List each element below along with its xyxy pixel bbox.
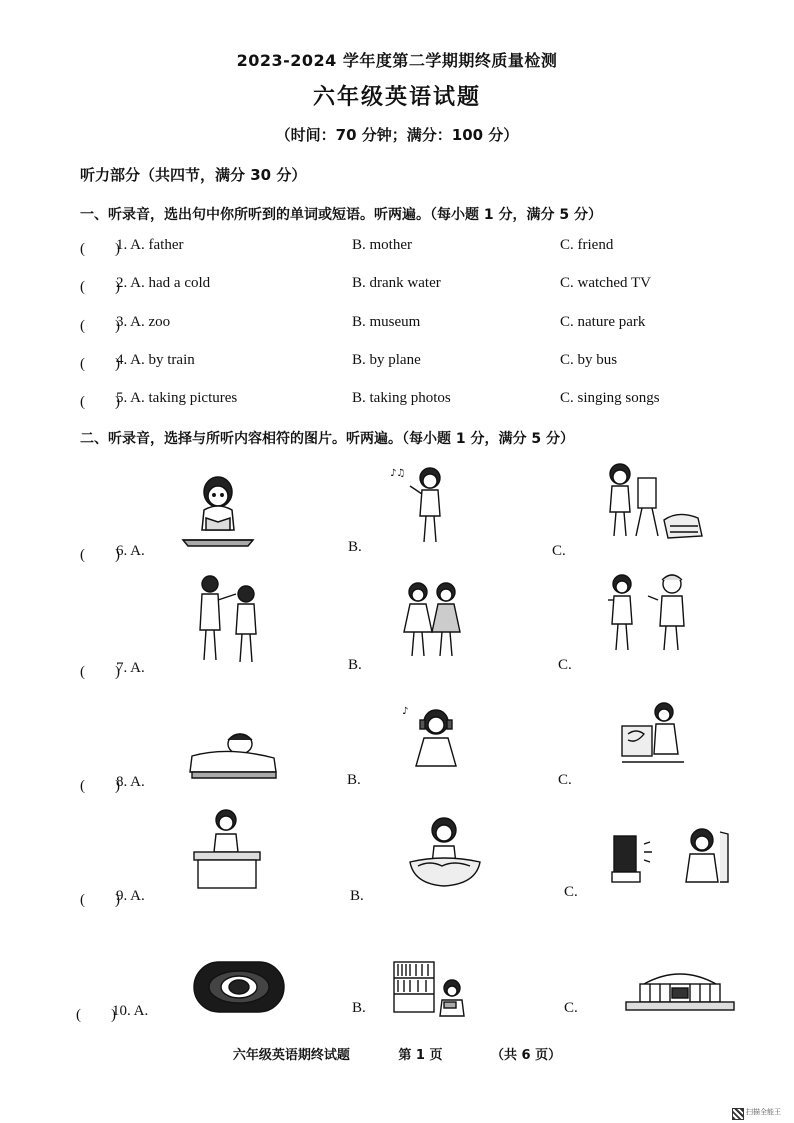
answer-blank[interactable]: ( ) bbox=[80, 892, 120, 908]
section2-instruction: 二、听录音，选择与所听内容相符的图片。听两遍。（每小题 1 分，满分 5 分） bbox=[80, 431, 574, 447]
svg-text:♪♫: ♪♫ bbox=[390, 468, 406, 479]
exam-info: （时间：70 分钟；满分：100 分） bbox=[275, 126, 519, 144]
option-b: B. mother bbox=[352, 237, 412, 253]
answer-blank[interactable]: ( ) bbox=[80, 356, 120, 372]
option-a: 10. A. bbox=[112, 1003, 149, 1019]
picture-boy-at-desk bbox=[190, 806, 264, 892]
answer-blank[interactable]: ( ) bbox=[76, 1007, 116, 1023]
scanner-watermark: 扫描全能王 bbox=[746, 1108, 781, 1116]
picture-child-sleeping bbox=[188, 726, 280, 780]
option-b: B. bbox=[348, 539, 362, 555]
picture-boy-bathing bbox=[404, 814, 486, 890]
option-c: C. bbox=[552, 543, 566, 559]
picture-girl-painting bbox=[598, 460, 708, 546]
option-a: 5. A. taking pictures bbox=[116, 390, 238, 406]
option-a: 6. A. bbox=[116, 543, 145, 559]
option-b: B. taking photos bbox=[352, 390, 451, 406]
option-c: C. friend bbox=[560, 237, 614, 253]
option-a: 2. A. had a cold bbox=[116, 275, 211, 291]
question-row-2 bbox=[80, 275, 720, 299]
question-row-8 bbox=[80, 774, 720, 798]
picture-oval-device bbox=[192, 958, 286, 1016]
option-a: 9. A. bbox=[116, 888, 145, 904]
answer-blank[interactable]: ( ) bbox=[80, 547, 120, 563]
option-b: B. bbox=[352, 1000, 366, 1016]
footer-subject: 六年级英语期终试题 bbox=[232, 1048, 350, 1063]
option-b: B. by plane bbox=[352, 352, 421, 368]
picture-girl-reading bbox=[178, 472, 258, 550]
picture-two-girls bbox=[398, 580, 468, 660]
option-c: C. bbox=[558, 772, 572, 788]
question-row-7 bbox=[80, 657, 720, 684]
option-c: C. bbox=[564, 1000, 578, 1016]
footer-total-pages: （共 6 页） bbox=[491, 1048, 562, 1063]
qr-code-icon bbox=[732, 1108, 744, 1120]
option-a: 1. A. father bbox=[116, 237, 184, 253]
page-footer bbox=[0, 1044, 794, 1063]
option-b: B. bbox=[347, 772, 361, 788]
question-row-3 bbox=[80, 314, 720, 338]
answer-blank[interactable]: ( ) bbox=[80, 778, 120, 794]
answer-blank[interactable]: ( ) bbox=[80, 318, 120, 334]
exam-term: 2023-2024 学年度第二学期期终质量检测 bbox=[236, 51, 558, 70]
question-row-5 bbox=[80, 390, 720, 414]
answer-blank[interactable]: ( ) bbox=[80, 394, 120, 410]
option-c: C. bbox=[564, 884, 578, 900]
picture-library bbox=[392, 960, 466, 1020]
listening-heading: 听力部分（共四节，满分 30 分） bbox=[80, 166, 307, 184]
option-b: B. drank water bbox=[352, 275, 441, 291]
section1-instruction: 一、听录音，选出句中你所听到的单词或短语。听两遍。（每小题 1 分，满分 5 分） bbox=[80, 207, 602, 223]
option-a: 3. A. zoo bbox=[116, 314, 171, 330]
option-c: C. singing songs bbox=[560, 390, 660, 406]
option-a: 7. A. bbox=[116, 660, 145, 676]
exam-title: 六年级英语试题 bbox=[312, 85, 481, 110]
picture-boy-watching-tv bbox=[610, 826, 734, 888]
question-row-9 bbox=[80, 884, 720, 912]
picture-girl-headphones bbox=[400, 702, 470, 772]
option-a: 4. A. by train bbox=[116, 352, 195, 368]
picture-museum-building bbox=[624, 964, 736, 1012]
option-b: B. bbox=[348, 657, 362, 673]
answer-blank[interactable]: ( ) bbox=[80, 279, 120, 295]
svg-text:♪: ♪ bbox=[402, 706, 409, 717]
option-c: C. by bus bbox=[560, 352, 618, 368]
option-c: C. bbox=[558, 657, 572, 673]
footer-page-number: 第 1 页 bbox=[398, 1048, 443, 1063]
option-c: C. nature park bbox=[560, 314, 646, 330]
picture-two-people-talking bbox=[192, 572, 268, 666]
picture-girl-singing bbox=[386, 462, 456, 548]
option-b: B. museum bbox=[352, 314, 421, 330]
option-b: B. bbox=[350, 888, 364, 904]
answer-blank[interactable]: ( ) bbox=[80, 241, 120, 257]
option-a: 8. A. bbox=[116, 774, 145, 790]
question-row-1 bbox=[80, 237, 720, 261]
picture-boy-and-grandpa bbox=[600, 570, 696, 656]
question-row-4 bbox=[80, 352, 720, 376]
option-c: C. watched TV bbox=[560, 275, 651, 291]
picture-boy-cleaning bbox=[618, 700, 690, 768]
answer-blank[interactable]: ( ) bbox=[80, 664, 120, 680]
